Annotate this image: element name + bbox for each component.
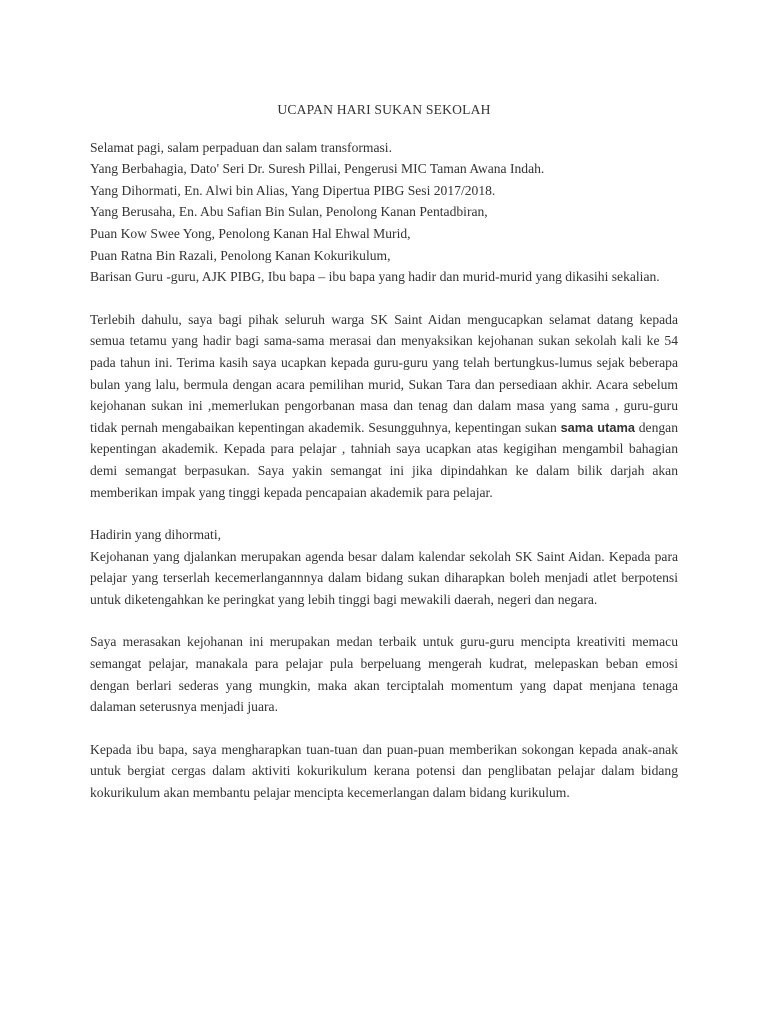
salutation-line: Yang Berbahagia, Dato' Seri Dr. Suresh Pillai, Pengerusi MIC Taman Awana Indah.: [90, 161, 545, 177]
document-title: UCAPAN HARI SUKAN SEKOLAH: [277, 102, 491, 117]
salutation-line: Barisan Guru -guru, AJK PIBG, Ibu bapa – ibu bapa yang hadir dan murid-murid yang dikasihi sekalian.: [90, 269, 660, 285]
salutation-line: Puan Kow Swee Yong, Penolong Kanan Hal Ehwal Murid,: [90, 225, 411, 241]
salutation-block: [90, 137, 678, 288]
salutation-line: Puan Ratna Bin Razali, Penolong Kanan Kokurikulum,: [90, 247, 391, 263]
bold-phrase: sama utama: [560, 419, 635, 435]
paragraph-text: dengan kepentingan akademik. Kepada para pelajar , tahniah saya ucapkan atas kegigihan mengambil bahagian demi semangat berpasukan. Saya yakin semangat ini jika dipindahkan ke dalam bilik darjah akan memberikan impak yang tinggi kepada pencapaian akademik para pelajar.: [90, 419, 679, 500]
salutation-line: Yang Berusaha, En. Abu Safian Bin Sulan, Penolong Kanan Pentadbiran,: [90, 204, 488, 220]
paragraph-text: Terlebih dahulu, saya bagi pihak seluruh warga SK Saint Aidan mengucapkan selamat datang kepada semua tetamu yang hadir bagi sama-sama merasai dan menyaksikan kejohanan sukan sekolah kali ke 54 pada tahun ini. Terima kasih saya ucapkan kepada guru-guru yang telah bertungkus-lumus sejak beberapa bulan yang lalu, bermula dengan acara pemilihan murid, Sukan Tara dan persediaan akhir. Acara sebelum kejohanan sukan ini ,memerlukan pengorbanan masa dan tenag dan dalam masa yang sama , guru-guru tidak pernah mengabaikan kepentingan akademik. Sesungguhnya, kepentingan sukan: [90, 311, 678, 435]
salutation-line: Selamat pagi, salam perpaduan dan salam transformasi.: [90, 139, 392, 155]
address-line: Hadirin yang dihormati,: [90, 527, 221, 543]
paragraph-creativity: Saya merasakan kejohanan ini merupakan medan terbaik untuk guru-guru mencipta kreativiti memacu semangat pelajar, manakala para pelajar pula berpeluang mengerah kudrat, melepaskan beban emosi dengan berlari sederas yang mungkin, maka akan terciptalah momentum yang dapat menjana tenaga dalaman seterusnya menjadi juara.: [90, 634, 678, 715]
paragraph-welcome: [90, 309, 678, 503]
salutation-line: Yang Dihormati, En. Alwi bin Alias, Yang Dipertua PIBG Sesi 2017/2018.: [90, 182, 496, 198]
paragraph-parents: Kepada ibu bapa, saya mengharapkan tuan-tuan dan puan-puan memberikan sokongan kepada anak-anak untuk bergiat cergas dalam aktiviti kokurikulum kerana potensi dan penglibatan pelajar dalam bidang kokurikulum akan membantu pelajar mencipta kecemerlangan dalam bidang kurikulum.: [90, 741, 678, 801]
document-body: [90, 99, 678, 825]
paragraph-athletes: Kejohanan yang djalankan merupakan agenda besar dalam kalendar sekolah SK Saint Aidan. Kepada para pelajar yang terserlah kecemerlangannnya dalam bidang sukan diharapkan boleh menjadi atlet berpotensi untuk diketengahkan ke peringkat yang lebih tinggi bagi mewakili daerah, negeri dan negara.: [90, 548, 678, 607]
